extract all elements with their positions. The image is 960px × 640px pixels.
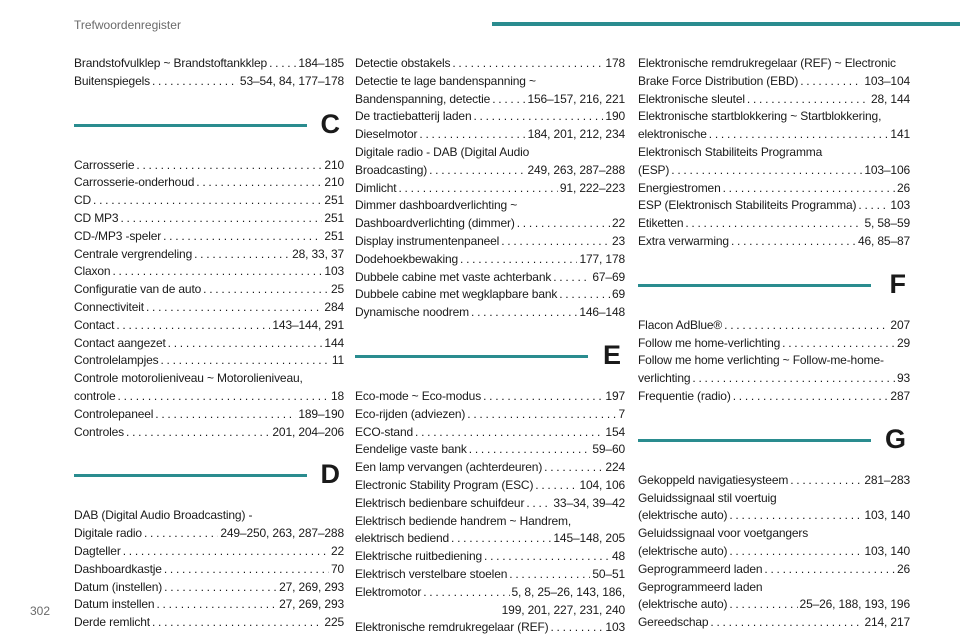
index-term: CD MP3 [74,210,119,225]
index-term: Dubbele cabine met vaste achterbank [355,269,552,284]
page-reference: 224 [605,460,625,475]
index-entry [355,304,625,322]
page-reference: 284 [324,299,344,314]
page-reference: 11 [331,353,344,368]
index-column-1 [74,55,344,632]
page-reference: 190 [605,109,625,124]
index-entry [74,55,344,73]
dot-leader [460,251,577,269]
dot-leader [709,126,889,144]
index-term: Dieselmotor [355,127,418,142]
index-term: Dashboardkastje [74,561,162,576]
page-reference: 70 [330,561,344,576]
dot-leader [451,530,551,548]
index-entry [638,388,910,406]
index-entry [74,317,344,335]
dot-leader [553,269,590,287]
page-reference: 53–54, 84, 177–178 [239,73,344,88]
index-term: Centrale vergrendeling [74,246,193,261]
index-term: Gereedschap [638,615,709,630]
index-entry [638,614,910,632]
dot-leader [429,162,525,180]
index-entry [74,299,344,317]
index-term: De tractiebatterij laden [355,109,472,124]
page-reference: 197 [605,388,625,403]
index-column-2 [355,55,625,637]
page-reference: 201, 204–206 [272,424,344,439]
dot-leader [163,228,322,246]
page-reference: 103–104 [864,73,910,88]
dot-leader [203,281,329,299]
dot-leader [398,180,557,198]
index-term: (elektrische auto) [638,597,728,612]
page-reference: 28, 144 [871,91,910,106]
index-entry [355,144,625,180]
page-reference: 249, 263, 287–288 [527,162,625,177]
index-term: Dodehoekbewaking [355,251,459,266]
page-reference: 251 [324,210,344,225]
index-entry [74,543,344,561]
index-entry [355,477,625,495]
index-term: Dashboardverlichting (dimmer) [355,216,515,231]
page-reference: 7 [618,406,625,421]
dot-leader [120,210,322,228]
dot-leader [790,472,862,490]
index-term: Elektromotor [355,584,422,599]
section-letter: D [320,459,340,490]
page-reference: 18 [330,388,344,403]
dot-leader [152,73,238,91]
dot-leader [729,507,862,525]
dot-leader [692,370,895,388]
index-entry [355,180,625,198]
index-term: Elektronische startblokkering ~ Startblokkering, [638,109,882,124]
page-reference: 46, 85–87 [857,233,910,248]
index-entry [355,548,625,566]
dot-leader [152,614,322,632]
dot-leader [116,317,270,335]
index-term: Controle motorolieniveau ~ Motorolieniveau, [74,371,303,386]
section-rule [74,474,307,477]
page-reference: 184, 201, 212, 234 [527,127,625,142]
index-term: (elektrische auto) [638,508,728,523]
index-entry [355,388,625,406]
index-entry [355,251,625,269]
page-reference: 146–148 [579,305,625,320]
index-entry [638,561,910,579]
index-entry [638,579,910,615]
dot-leader [729,543,862,561]
dot-leader [685,215,862,233]
index-entry [74,370,344,406]
index-term: Elektrisch bediende handrem ~ Handrem, [355,513,572,528]
page-reference: 5, 8, 25–26, 143, 186, [511,584,625,599]
dot-leader [419,126,525,144]
dot-leader [483,388,603,406]
index-term: Eco-rijden (adviezen) [355,406,466,421]
index-term: Controlepaneel [74,406,154,421]
index-entry [355,286,625,304]
index-term: Elektronische remdrukregelaar (REF) [355,620,549,635]
dot-leader [93,192,322,210]
page-reference: 93 [896,371,910,386]
page-reference: 184–185 [298,56,344,70]
section-heading-c [74,105,344,145]
section-heading-f [638,265,910,305]
index-term: Een lamp vervangen (achterdeuren) [355,460,543,475]
section-rule [638,439,871,442]
dot-leader [858,197,888,215]
index-term: Datum instellen [74,597,155,612]
page-reference: 156–157, 216, 221 [527,91,625,106]
index-term: Elektrisch bedienbare schuifdeur [355,495,525,510]
dot-leader [731,233,856,251]
dot-leader [782,335,895,353]
index-entry [355,108,625,126]
dot-leader [467,406,616,424]
index-term: Geprogrammeerd laden [638,561,763,576]
header-accent-bar [492,22,960,26]
index-term: Dynamische noodrem [355,305,470,320]
index-term: (elektrische auto) [638,543,728,558]
section-heading-g [638,420,910,460]
index-term: Carrosserie [74,157,135,172]
page-reference: 281–283 [864,472,910,487]
index-term: Controles [74,424,125,439]
index-column-3 [638,55,910,632]
dot-leader [269,55,296,73]
page-reference: 48 [611,549,625,564]
page-reference: 207 [890,317,910,332]
dot-leader [535,477,577,495]
dot-leader [126,424,270,442]
index-term: Frequentie (radio) [638,388,731,403]
index-entry [74,406,344,424]
index-entry [74,174,344,192]
index-entry [355,584,625,620]
dot-leader [729,596,797,614]
index-term: Broadcasting) [355,162,428,177]
index-entry [355,619,625,637]
dot-leader [550,619,603,637]
index-entry [355,233,625,251]
page-reference: 69 [611,287,625,302]
index-entry [74,507,344,543]
dot-leader [501,233,610,251]
index-term: Bandenspanning, detectie [355,91,491,106]
section-letter: E [602,339,621,370]
index-term: Dimlicht [355,180,397,195]
dot-leader [526,495,551,513]
page-reference: 91, 222–223 [559,180,625,195]
page-reference: 22 [611,216,625,231]
page-reference: 5, 58–59 [864,216,910,231]
dot-leader [544,459,603,477]
index-entry [355,73,625,109]
index-entry [638,352,910,388]
page-reference: 27, 269, 293 [279,579,344,594]
page-reference: 287 [890,388,910,403]
section-rule [74,124,307,127]
index-term: Detectie te lage bandenspanning ~ [355,73,536,88]
page-reference: 28, 33, 37 [292,246,344,261]
index-entry [638,180,910,198]
index-entry [355,197,625,233]
index-entry [638,317,910,335]
index-term: Derde remlicht [74,615,150,630]
dot-leader [517,215,610,233]
page-reference: 26 [896,180,910,195]
index-term: Dimmer dashboardverlichting ~ [355,198,518,213]
index-entry [638,197,910,215]
dot-leader [144,525,218,543]
index-term: Detectie obstakels [355,56,451,70]
section-letter: C [320,108,340,139]
running-header: Trefwoordenregister [74,18,181,32]
dot-leader [155,406,296,424]
dot-leader [156,596,277,614]
page-reference: 23 [611,233,625,248]
page-reference: 210 [324,157,344,172]
index-entry [355,424,625,442]
page-number: 302 [30,604,51,618]
page-reference: 26 [896,561,910,576]
page-reference-continued: 199, 201, 227, 231, 240 [501,602,625,617]
index-entry [355,441,625,459]
dot-leader [146,299,322,317]
page-reference: 144 [324,335,344,350]
page-reference: 67–69 [592,269,625,284]
index-term: CD [74,193,92,208]
dot-leader [196,174,322,192]
index-term: elektrisch bediend [355,531,450,546]
index-term: DAB (Digital Audio Broadcasting) - [74,508,253,523]
dot-leader [118,388,329,406]
index-term: Elektronische remdrukregelaar (REF) ~ Electronic [638,56,896,70]
page-reference: 59–60 [592,442,625,457]
index-term: Geluidssignaal stil voertuig [638,490,777,505]
index-entry [74,335,344,353]
page-reference: 27, 269, 293 [279,597,344,612]
dot-leader [164,561,329,579]
index-entry [638,144,910,180]
index-term: (ESP) [638,162,670,177]
dot-leader [168,335,323,353]
page-reference: 154 [605,424,625,439]
dot-leader [484,548,610,566]
dot-leader [764,561,895,579]
index-entry [355,126,625,144]
dot-leader [112,263,322,281]
index-term: Electronic Stability Program (ESC) [355,477,534,492]
index-entry [74,263,344,281]
dot-leader [194,246,290,264]
page-reference: 22 [330,543,344,558]
index-entry [355,269,625,287]
index-entry [638,335,910,353]
dot-leader [800,73,862,91]
index-entry [74,228,344,246]
page-reference: 103, 140 [864,543,910,558]
index-entry [74,157,344,175]
index-entry [638,233,910,251]
index-entry [74,579,344,597]
dot-leader [671,162,862,180]
index-entry [74,596,344,614]
page-reference: 178 [605,56,625,70]
dot-leader [423,584,509,602]
index-entry [74,352,344,370]
page-reference: 29 [896,335,910,350]
index-term: Buitenspiegels [74,73,150,88]
page-reference: 103 [324,264,344,279]
page-reference: 104, 106 [579,477,625,492]
index-term: Dubbele cabine met wegklapbare bank [355,287,558,302]
dot-leader [710,614,862,632]
index-term: Connectiviteit [74,299,144,314]
index-term: Follow me home verlichting ~ Follow-me-home- [638,353,884,368]
page-reference: 145–148, 205 [553,531,625,546]
index-term: Brake Force Distribution (EBD) [638,73,799,88]
index-term: Configuratie van de auto [74,282,202,297]
page-reference: 103–106 [864,162,910,177]
dot-leader [747,91,869,109]
page-reference: 251 [324,193,344,208]
index-term: Carrosserie-onderhoud [74,175,195,190]
page-reference: 251 [324,228,344,243]
page-reference: 103, 140 [864,508,910,523]
page-reference: 177, 178 [579,251,625,266]
index-term: Elektrische ruitbediening [355,549,482,564]
index-entry [638,472,910,490]
page-reference: 103 [605,620,625,635]
dot-leader [136,157,322,175]
dot-leader [415,424,603,442]
section-rule [355,355,588,358]
dot-leader [509,566,590,584]
index-entry [638,55,910,91]
index-entry [638,490,910,526]
index-entry [638,525,910,561]
dot-leader [733,388,889,406]
index-entry [355,55,625,73]
section-heading-e [355,336,625,376]
index-entry [74,614,344,632]
index-term: Eendelige vaste bank [355,442,467,457]
page-reference: 141 [890,127,910,142]
index-term: Elektrisch verstelbare stoelen [355,566,508,581]
index-term: Extra verwarming [638,233,729,248]
dot-leader [164,579,277,597]
index-term: Gekoppeld navigatiesysteem [638,472,789,487]
index-term: Controlelampjes [74,353,159,368]
index-term: Datum (instellen) [74,579,163,594]
index-entry [638,215,910,233]
page-reference: 25 [330,282,344,297]
index-entry [638,91,910,109]
index-term: Follow me home-verlichting [638,335,781,350]
section-letter: F [889,268,906,299]
index-entry [74,281,344,299]
index-term: CD-/MP3 -speler [74,228,162,243]
index-entry [355,495,625,513]
dot-leader [471,304,577,322]
index-entry [638,108,910,144]
index-term: Brandstofvulklep ~ Brandstoftankklep [74,56,268,70]
index-entry [355,566,625,584]
index-term: verlichting [638,371,691,386]
page-reference: 225 [324,615,344,630]
index-term: controle [74,388,116,403]
index-entry [74,73,344,91]
index-entry [74,424,344,442]
index-term: Digitale radio [74,526,142,541]
index-term: Claxon [74,264,111,279]
page-reference: 249–250, 263, 287–288 [220,526,344,541]
index-term: Dagteller [74,543,121,558]
page-reference: 214, 217 [864,615,910,630]
index-term: Contact aangezet [74,335,166,350]
index-term: elektronische [638,127,707,142]
dot-leader [492,91,525,109]
index-entry [355,513,625,549]
index-term: Digitale radio - DAB (Digital Audio [355,144,530,159]
section-rule [638,284,871,287]
dot-leader [160,352,329,370]
section-heading-d [74,455,344,495]
dot-leader [452,55,603,73]
index-term: Flacon AdBlue® [638,317,723,332]
section-letter: G [884,423,906,454]
page-reference: 189–190 [298,406,344,421]
index-term: Energiestromen [638,180,721,195]
page-reference: 25–26, 188, 193, 196 [799,597,910,612]
index-term: Eco-mode ~ Eco-modus [355,388,482,403]
page-reference: 50–51 [592,566,625,581]
index-term: Geprogrammeerd laden [638,579,763,594]
index-entry [355,459,625,477]
dot-leader [724,317,888,335]
dot-leader [559,286,610,304]
index-term: Elektronisch Stabiliteits Programma [638,144,823,159]
dot-leader [123,543,329,561]
page-reference: 33–34, 39–42 [553,495,625,510]
index-term: Etiketten [638,216,684,231]
index-entry [74,246,344,264]
index-entry [74,210,344,228]
dot-leader [473,108,603,126]
index-term: Contact [74,317,115,332]
index-term: Geluidssignaal voor voetgangers [638,526,809,541]
dot-leader [723,180,895,198]
dot-leader [469,441,591,459]
index-term: Elektronische sleutel [638,91,745,106]
index-entry [74,192,344,210]
index-term: ESP (Elektronisch Stabiliteits Programma) [638,198,857,213]
index-term: ECO-stand [355,424,414,439]
page-reference: 210 [324,175,344,190]
page-reference: 143–144, 291 [272,317,344,332]
index-entry [355,406,625,424]
index-entry [74,561,344,579]
page-reference: 103 [890,198,910,213]
index-term: Display instrumentenpaneel [355,233,500,248]
